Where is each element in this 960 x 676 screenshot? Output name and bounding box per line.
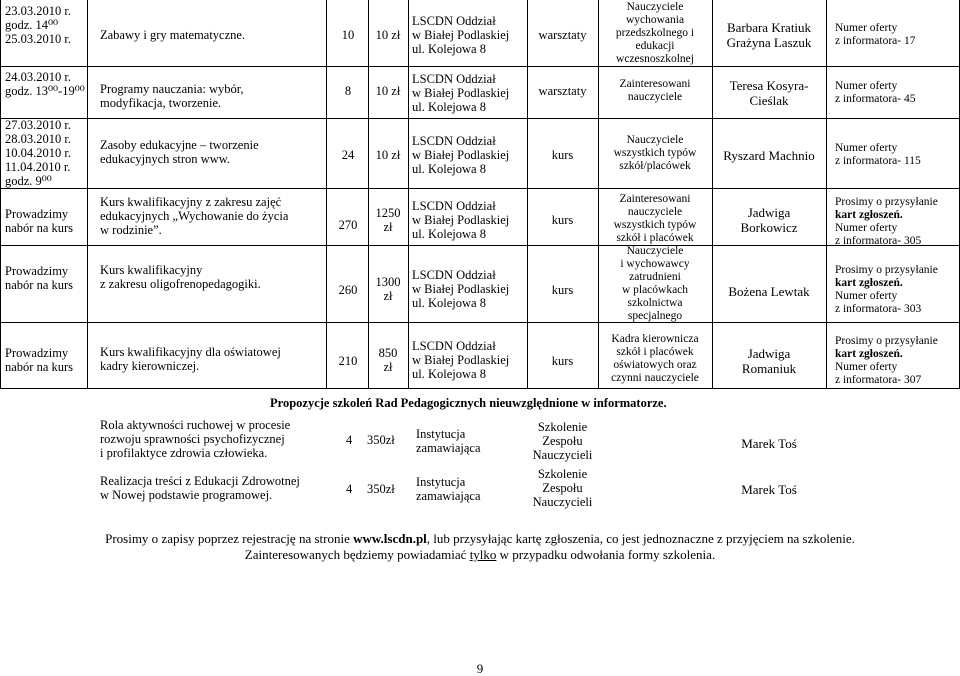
row-date: 24.03.2010 r. godz. 13⁰⁰-19⁰⁰ [5,70,85,98]
table-border-bottom [0,388,960,389]
proposal-topic: Rola aktywności ruchowej w procesie rozwoju sprawności psychofizycznej i profilaktyce zdrowia człowieka. [100,418,291,460]
row-date: Prowadzimy nabór na kurs [5,346,74,374]
offer-number: z informatora- 45 [835,93,916,105]
row-form: kurs [551,354,574,368]
table-row-divider [0,66,960,67]
proposal-price: 350zł [367,433,395,447]
proposal-place: Instytucja zamawiająca [416,475,481,503]
row-hours: 8 [344,84,352,98]
row-price: 10 zł [375,148,401,162]
proposal-leader: Marek Toś [741,436,797,451]
proposal-hours: 4 [346,482,353,496]
row-hours: 270 [338,218,358,232]
offer-label: Numer oferty [835,361,898,373]
row-price: 1250 zł [375,206,401,234]
row-date: 27.03.2010 r. 28.03.2010 r. 10.04.2010 r. 11.04.2010 r. godz. 9⁰⁰ [5,118,71,188]
website-link[interactable]: www.lscdn.pl [353,531,427,546]
row-audience: Nauczyciele wychowania przedszkolnego i edukacji wczesnoszkolnej [615,1,695,65]
row-audience: Nauczyciele i wychowawcy zatrudnieni w placówkach szkolnictwa specjalnego [620,245,690,322]
offer-label: Numer oferty [835,142,898,154]
offer-cards-note: kart zgłoszeń. [835,209,903,221]
table-col-divider [527,0,528,388]
footer-text: , lub przysyłając kartę zgłoszenia, co jest jednoznaczne z przyjęciem na szkolenie. [426,531,855,546]
page-number: 9 [476,661,484,676]
offer-intro: Prosimy o przysyłanie [835,196,938,208]
row-price: 10 zł [375,28,401,42]
row-form: kurs [551,213,574,227]
offer-number: z informatora- 307 [835,374,922,386]
proposal-leader: Marek Toś [741,482,797,497]
table-col-divider [87,0,88,388]
offer-block [835,335,955,387]
row-audience: Zainteresowani nauczyciele [619,78,691,103]
row-leader: Jadwiga Borkowicz [740,205,798,235]
table-col-divider [826,0,827,388]
offer-intro: Prosimy o przysyłanie [835,335,938,347]
row-leader: Ryszard Machnio [723,148,815,163]
row-hours: 260 [338,283,358,297]
offer-number: z informatora- 305 [835,235,922,247]
footer-emphasis: tylko [469,547,497,562]
row-topic: Kurs kwalifikacyjny z zakresu oligofrenopedagogiki. [100,263,261,291]
proposal-form: Szkolenie Zespołu Nauczycieli [532,420,593,462]
proposal-form: Szkolenie Zespołu Nauczycieli [532,467,593,509]
offer-label: Numer oferty [835,80,898,92]
row-audience: Kadra kierownicza szkół i placówek oświatowych oraz czynni nauczyciele [611,333,699,384]
proposals-heading: Propozycje szkoleń Rad Pedagogicznych nieuwzględnione w informatorze. [270,396,667,410]
offer-label: Numer oferty [835,222,898,234]
table-col-divider [408,0,409,388]
offer-block [835,80,955,106]
row-leader: Teresa Kosyra- Cieślak [729,78,809,108]
table-col-divider [368,0,369,388]
row-date: Prowadzimy nabór na kurs [5,264,74,292]
offer-intro: Prosimy o przysyłanie [835,264,938,276]
row-place: LSCDN Oddział w Białej Podlaskiej ul. Kolejowa 8 [412,14,510,56]
row-form: warsztaty [538,28,587,42]
row-form: kurs [551,148,574,162]
row-date: 23.03.2010 r. godz. 14⁰⁰ 25.03.2010 r. [5,4,71,46]
footer-text: Zainteresowanych będziemy powiadamiać [244,547,470,562]
row-topic: Kurs kwalifikacyjny z zakresu zajęć edukacyjnych „Wychowanie do życia w rodzinie”. [100,195,289,237]
row-topic: Zasoby edukacyjne – tworzenie edukacyjnych stron www. [100,138,259,166]
row-form: kurs [551,283,574,297]
footer-text: w przypadku odwołania formy szkolenia. [496,547,716,562]
proposal-topic: Realizacja treści z Edukacji Zdrowotnej w Nowej podstawie programowej. [100,474,300,502]
table-col-divider [326,0,327,388]
row-topic: Kurs kwalifikacyjny dla oświatowej kadry kierowniczej. [100,345,281,373]
row-date: Prowadzimy nabór na kurs [5,207,74,235]
table-row-divider [0,245,960,246]
row-price: 1300 zł [375,275,401,303]
offer-cards-note: kart zgłoszeń. [835,277,903,289]
row-topic: Zabawy i gry matematyczne. [100,28,246,42]
row-place: LSCDN Oddział w Białej Podlaskiej ul. Kolejowa 8 [412,199,510,241]
row-place: LSCDN Oddział w Białej Podlaskiej ul. Kolejowa 8 [412,339,510,381]
offer-block [835,22,955,48]
row-place: LSCDN Oddział w Białej Podlaskiej ul. Kolejowa 8 [412,134,510,176]
row-leader: Barbara Kratiuk Grażyna Laszuk [726,20,812,50]
row-place: LSCDN Oddział w Białej Podlaskiej ul. Kolejowa 8 [412,72,510,114]
proposal-hours: 4 [346,433,353,447]
row-price: 10 zł [375,84,401,98]
offer-block [835,142,955,168]
offer-label: Numer oferty [835,290,898,302]
table-border-left [0,0,1,388]
footer-line-2 [0,547,960,562]
row-leader: Jadwiga Romaniuk [741,346,797,376]
row-place: LSCDN Oddział w Białej Podlaskiej ul. Kolejowa 8 [412,268,510,310]
table-row-divider [0,118,960,119]
offer-number: z informatora- 115 [835,155,921,167]
row-audience: Zainteresowani nauczyciele wszystkich typów szkół i placówek [613,193,697,244]
proposal-place: Instytucja zamawiająca [416,427,481,455]
row-audience: Nauczyciele wszystkich typów szkół/placówek [613,134,697,172]
offer-cards-note: kart zgłoszeń. [835,348,903,360]
footer-text: Prosimy o zapisy poprzez rejestrację na stronie [105,531,354,546]
offer-number: z informatora- 303 [835,303,922,315]
offer-label: Numer oferty [835,22,898,34]
row-hours: 24 [341,148,355,162]
row-topic: Programy nauczania: wybór, modyfikacja, tworzenie. [100,82,244,110]
table-col-divider [712,0,713,388]
table-row-divider [0,322,960,323]
row-price: 850 zł [378,346,398,374]
proposal-price: 350zł [367,482,395,496]
row-form: warsztaty [538,84,587,98]
offer-block [835,196,955,248]
table-row-divider [0,188,960,189]
offer-number: z informatora- 17 [835,35,916,47]
row-hours: 210 [338,354,358,368]
row-leader: Bożena Lewtak [728,284,810,299]
footer-line-1 [0,531,960,546]
row-hours: 10 [341,28,355,42]
offer-block [835,264,955,316]
